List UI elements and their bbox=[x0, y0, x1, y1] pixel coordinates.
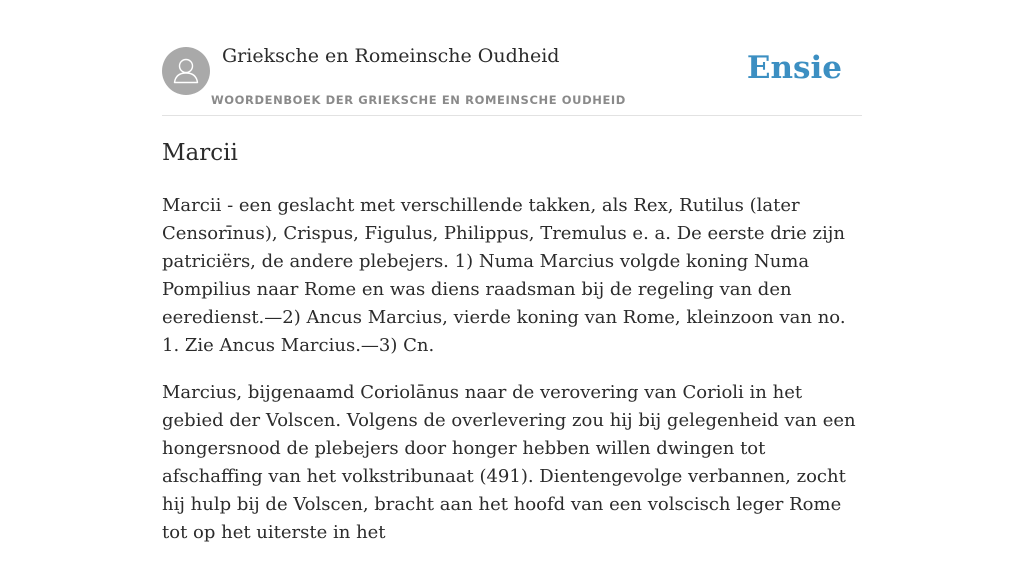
user-silhouette-icon bbox=[162, 47, 210, 95]
article-paragraph: Marcii - een geslacht met verschillende takken, als Rex, Rutilus (later Censorīnus), Crispus, Figulus, Philippus, Tremulus e. a. De eerste drie zijn patriciërs, de andere plebejers. 1) Numa Marcius volgde koning Numa Pompilius naar Rome en was diens raadsman bij de regeling van den eeredienst.—2) Ancus Marcius, vierde koning van Rome, kleinzoon van no. 1. Zie Ancus Marcius.—3) Cn. bbox=[162, 195, 846, 356]
article-title: Marcii bbox=[162, 140, 238, 166]
article-paragraph: Marcius, bijgenaamd Coriolānus naar de verovering van Corioli in het gebied der Volscen. Volgens de overlevering zou hij bij gelegenheid van een hongersnood de plebejers door honger hebben willen dwingen tot afschaffing van het volkstribunaat (491). Dientengevolge verbannen, zocht hij hulp bij de Volscen, bracht aan het hoofd van een volscisch leger Rome tot op het uiterste in het bbox=[162, 382, 856, 543]
source-title-link[interactable]: Grieksche en Romeinsche Oudheid bbox=[222, 45, 560, 67]
source-header bbox=[162, 0, 862, 116]
source-subtitle: WOORDENBOEK DER GRIEKSCHE EN ROMEINSCHE OUDHEID bbox=[211, 93, 626, 107]
content-container bbox=[162, 0, 862, 543]
ensie-logo[interactable]: Ensie bbox=[746, 50, 842, 86]
article-body bbox=[162, 192, 864, 566]
avatar[interactable] bbox=[162, 47, 210, 95]
